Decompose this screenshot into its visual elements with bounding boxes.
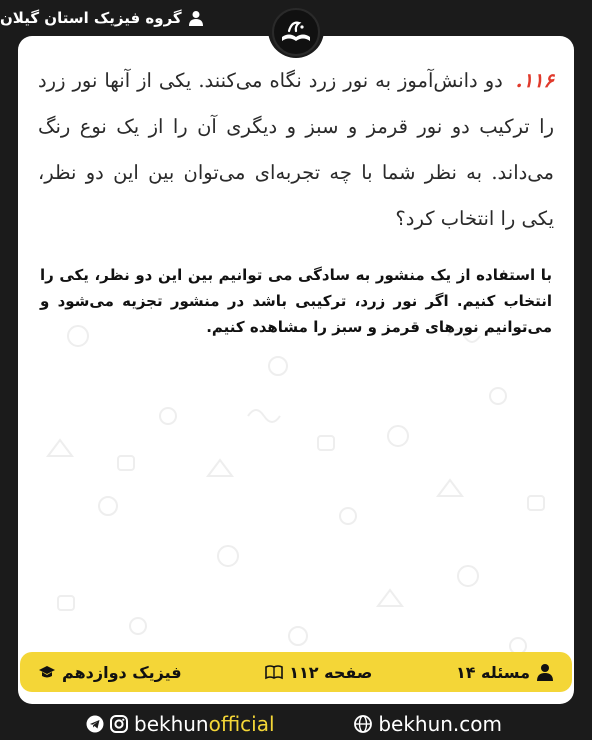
bekhun-logo (272, 8, 320, 56)
telegram-icon[interactable] (86, 715, 104, 733)
subject-label: فیزیک دوازدهم (62, 662, 182, 682)
page-number (265, 663, 372, 682)
problem-label: مسئله ۱۴ (455, 662, 530, 682)
handle-suffix: official (208, 712, 275, 736)
content-card (18, 36, 574, 704)
question-body: دو دانش‌آموز به نور زرد نگاه می‌کنند. یکی از آنها نور زرد را ترکیب دو نور قرمز و سبز و دیگری آن را از یک نوع رنگ می‌داند. به نظر شما با چه تجربه‌ای می‌توان بین این دو نظر، یکی را انتخاب کرد؟ (38, 69, 554, 230)
handle-text[interactable] (134, 712, 275, 736)
person-icon (536, 663, 554, 681)
question-number: ۱۱۶. (515, 69, 554, 92)
answer-text: با استفاده از یک منشور به سادگی می توانیم بین این دو نظر، یکی را انتخاب کنیم. اگر نور زرد، ترکیبی باشد در منشور تجزیه می‌شود و می‌توانیم نورهای قرمز و سبز را مشاهده کنیم. (40, 266, 552, 336)
question-text (38, 58, 554, 242)
globe-icon (354, 715, 372, 733)
subject (38, 663, 182, 682)
group-title: گروه فیزیک استان گیلان (0, 9, 182, 27)
bottom-bar (0, 708, 592, 740)
handle-prefix: bekhun (134, 712, 209, 736)
person-icon (188, 10, 204, 26)
social-handle[interactable] (86, 712, 275, 736)
book-logo-icon (279, 17, 313, 47)
website-link[interactable] (354, 712, 502, 736)
graduation-cap-icon (38, 663, 56, 681)
website-text[interactable]: bekhun.com (378, 712, 502, 736)
instagram-icon[interactable] (110, 715, 128, 733)
page-label: صفحه ۱۱۲ (289, 662, 373, 682)
open-book-icon (265, 663, 283, 681)
problem-number (456, 663, 554, 682)
footer-info-bar (20, 652, 572, 692)
